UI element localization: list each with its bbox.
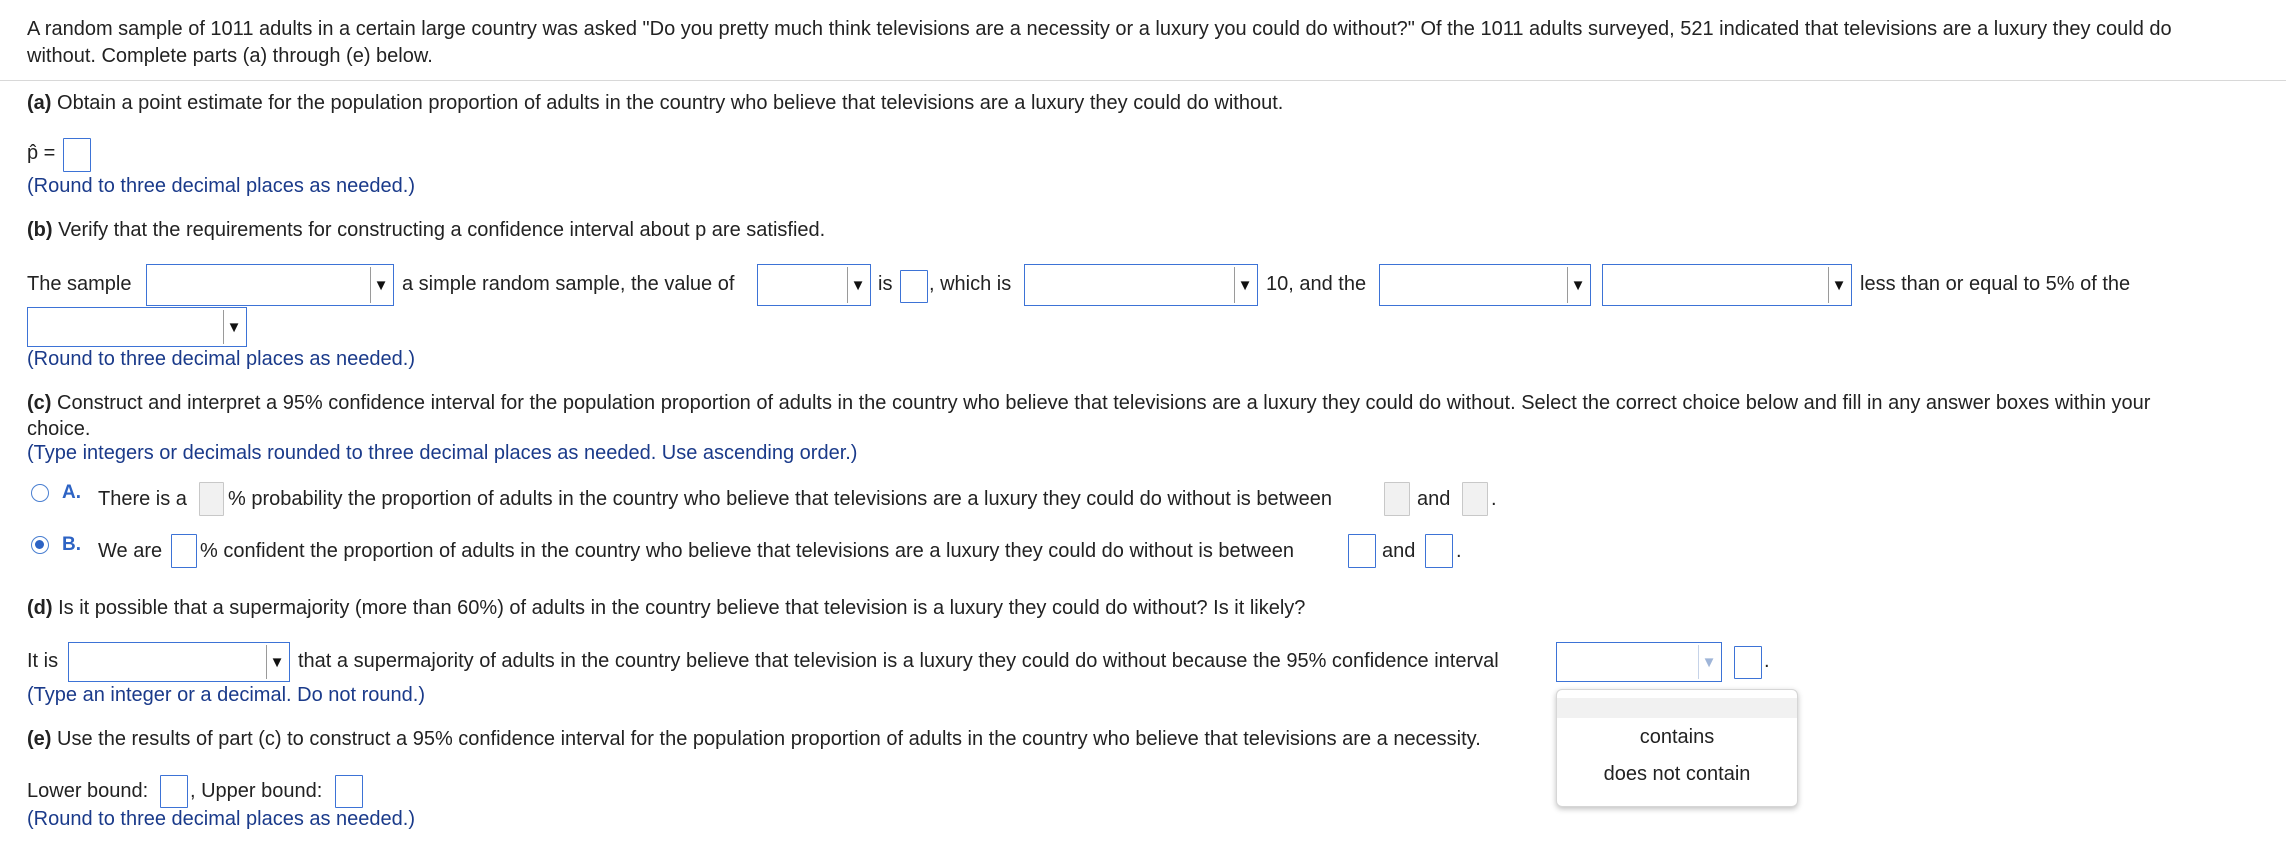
- part-b-text-4: , which is: [929, 273, 1012, 295]
- value-input[interactable]: [900, 270, 928, 303]
- part-b-text-2: a simple random sample, the value of: [402, 273, 735, 295]
- part-d-question: [27, 597, 1305, 620]
- part-a-text: Obtain a point estimate for the population proportion of adults in the country who believe that televisions are a luxury they could do without.: [57, 92, 1284, 114]
- part-e-question: [27, 728, 1481, 751]
- option-a-text-4: .: [1491, 488, 1497, 510]
- upper-bound-label: , Upper bound:: [190, 780, 323, 802]
- part-b-text-3: is: [878, 273, 893, 295]
- option-b-text-4: .: [1456, 540, 1462, 562]
- chevron-down-icon: ▼: [847, 267, 868, 303]
- part-c-question-2: choice.: [27, 418, 91, 440]
- option-a-lower-input[interactable]: [1384, 482, 1410, 516]
- option-b-upper-input[interactable]: [1425, 534, 1453, 568]
- comparison-dropdown[interactable]: [1024, 264, 1258, 306]
- chevron-down-icon: ▼: [223, 310, 244, 344]
- part-a-hint: (Round to three decimal places as needed.): [27, 175, 416, 197]
- threshold-input[interactable]: [1734, 646, 1762, 679]
- part-c-question-1: [27, 392, 2150, 415]
- part-e-hint: (Round to three decimal places as needed.): [27, 808, 416, 830]
- sample-status-dropdown[interactable]: [146, 264, 394, 306]
- intro-line-2: without. Complete parts (a) through (e) below.: [27, 45, 433, 67]
- phat-input[interactable]: [63, 138, 91, 172]
- chevron-down-icon: ▼: [1698, 645, 1719, 679]
- contains-dropdown-menu: [1556, 689, 1798, 807]
- part-b-text: Verify that the requirements for constructing a confidence interval about p are satisfied.: [58, 219, 826, 241]
- option-b-confidence-input[interactable]: [171, 534, 197, 568]
- chevron-down-icon: ▼: [370, 267, 391, 303]
- part-a-question: [27, 92, 1283, 115]
- likelihood-dropdown[interactable]: [68, 642, 290, 682]
- option-a-probability-input[interactable]: [199, 482, 224, 516]
- option-b-text-3: and: [1382, 540, 1416, 562]
- option-a-text-3: and: [1417, 488, 1451, 510]
- part-b-hint: (Round to three decimal places as needed.): [27, 348, 416, 370]
- option-b-text-1: We are: [98, 540, 163, 562]
- lower-bound-label: Lower bound:: [27, 780, 149, 802]
- part-b-text-1: The sample: [27, 273, 132, 295]
- part-c-label: (c): [27, 392, 52, 414]
- option-a-letter: A.: [62, 482, 81, 503]
- part-a-label: (a): [27, 92, 52, 114]
- chevron-down-icon: ▼: [266, 645, 287, 679]
- verb-dropdown[interactable]: [1602, 264, 1852, 306]
- part-e-label: (e): [27, 728, 52, 750]
- part-b-text-5: 10, and the: [1266, 273, 1367, 295]
- option-a-upper-input[interactable]: [1462, 482, 1488, 516]
- option-b-lower-input[interactable]: [1348, 534, 1376, 568]
- value-of-dropdown[interactable]: [757, 264, 871, 306]
- quantity-dropdown[interactable]: [1379, 264, 1591, 306]
- menu-option-does-not-contain[interactable]: does not contain: [1603, 763, 1751, 785]
- option-a-text-2: % probability the proportion of adults in the country who believe that televisions are a luxury they could do without is between: [228, 488, 1332, 510]
- population-dropdown[interactable]: [27, 307, 247, 347]
- part-d-label: (d): [27, 597, 53, 619]
- option-b-letter: B.: [62, 534, 81, 555]
- part-c-hint: (Type integers or decimals rounded to three decimal places as needed. Use ascending order.): [27, 442, 858, 464]
- option-a-text-1: There is a: [98, 488, 187, 510]
- intro-line-1: A random sample of 1011 adults in a certain large country was asked "Do you pretty much think televisions are a necessity or a luxury you could do without?" Of the 1011 adults surveyed, 521 indicated that televisions are a luxury they could do: [27, 18, 2172, 40]
- part-d-hint: (Type an integer or a decimal. Do not round.): [27, 684, 425, 706]
- option-a-radio[interactable]: [31, 484, 49, 502]
- part-c-text: Construct and interpret a 95% confidence interval for the population proportion of adults in the country who believe that televisions are a luxury they could do without. Select the correct choice below and fill in any answer boxes within your: [57, 392, 2151, 414]
- chevron-down-icon: ▼: [1567, 267, 1588, 303]
- upper-bound-input[interactable]: [335, 775, 363, 808]
- lower-bound-input[interactable]: [160, 775, 188, 808]
- part-b-text-6: less than or equal to 5% of the: [1860, 273, 2131, 295]
- option-b-radio[interactable]: [31, 536, 49, 554]
- part-d-text: Is it possible that a supermajority (more than 60%) of adults in the country believe that television is a luxury they could do without? Is it likely?: [58, 597, 1306, 619]
- part-b-question: [27, 219, 825, 242]
- option-b-text-2: % confident the proportion of adults in the country who believe that televisions are a luxury they could do without is between: [200, 540, 1294, 562]
- phat-label: p̂ =: [27, 142, 56, 164]
- chevron-down-icon: ▼: [1234, 267, 1255, 303]
- contains-dropdown[interactable]: [1556, 642, 1722, 682]
- menu-option-contains[interactable]: contains: [1639, 726, 1715, 748]
- part-b-label: (b): [27, 219, 53, 241]
- chevron-down-icon: ▼: [1828, 267, 1849, 303]
- part-d-text-1: It is: [27, 650, 59, 672]
- part-d-text-2: that a supermajority of adults in the country believe that television is a luxury they could do without because the 95% confidence interval: [298, 650, 1499, 672]
- menu-highlight: [1557, 698, 1797, 718]
- part-d-text-3: .: [1764, 650, 1770, 672]
- divider: [0, 80, 2286, 81]
- part-e-text: Use the results of part (c) to construct a 95% confidence interval for the population proportion of adults in the country who believe that televisions are a necessity.: [57, 728, 1481, 750]
